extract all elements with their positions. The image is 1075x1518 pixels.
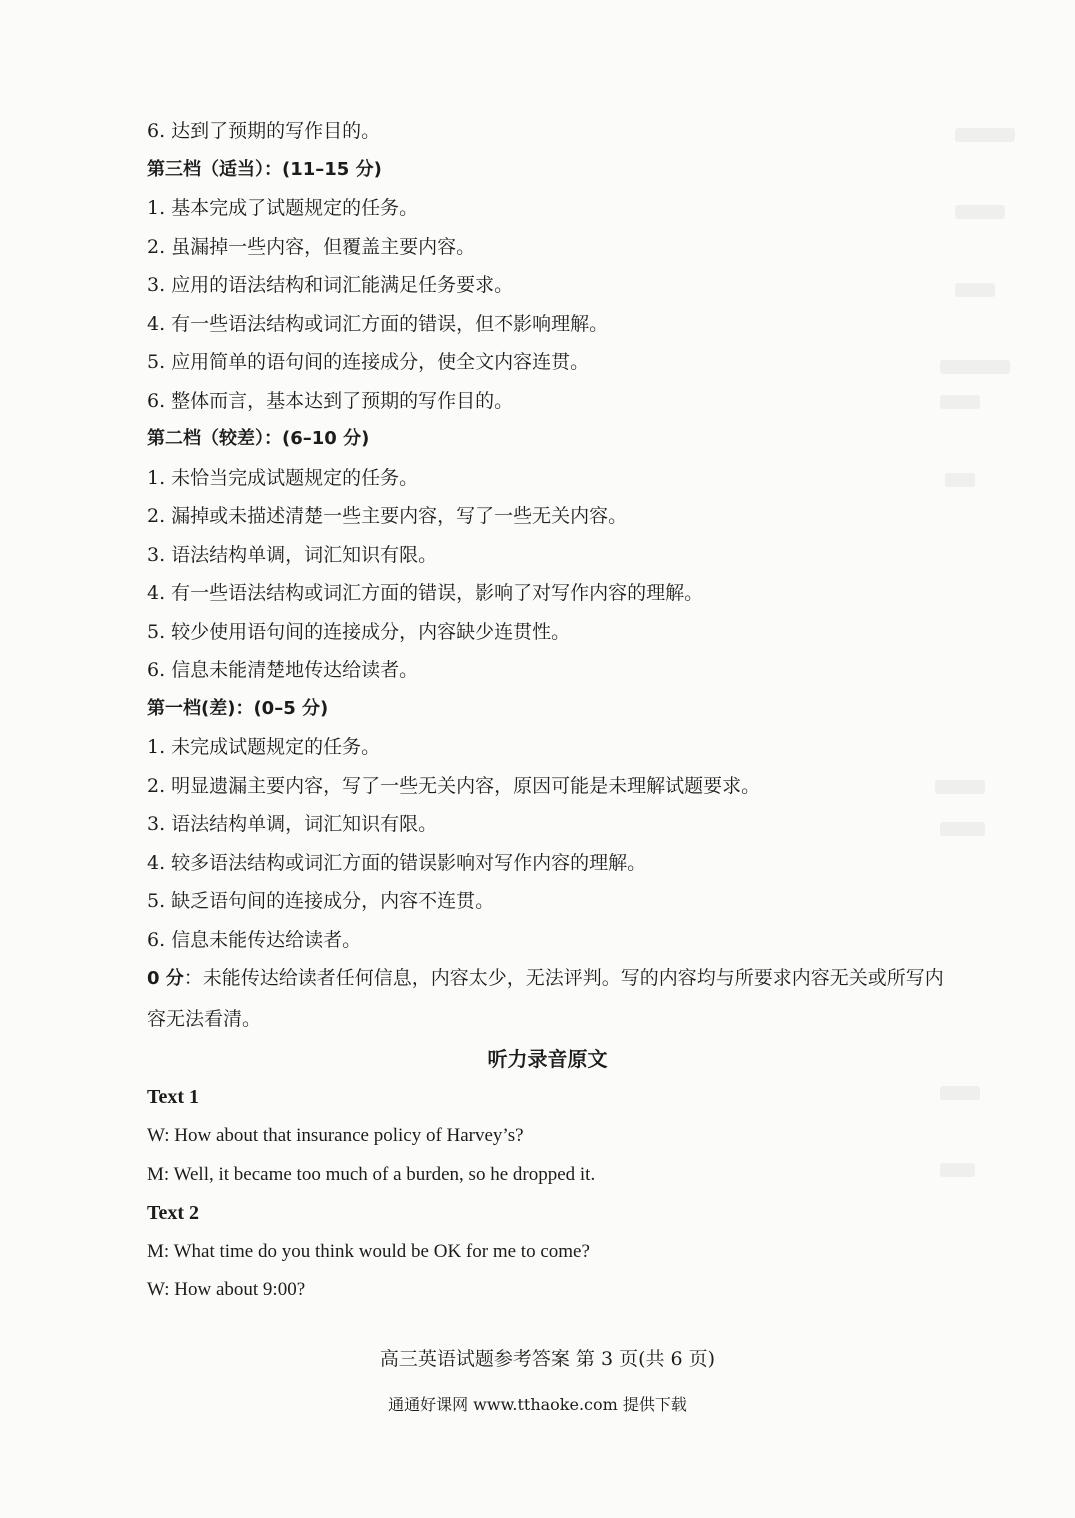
rubric-item: 5. 应用简单的语句间的连接成分，使全文内容连贯。 (147, 351, 590, 373)
zero-score-label: 0 分 (147, 968, 184, 989)
rubric-item: 4. 有一些语法结构或词汇方面的错误，但不影响理解。 (147, 313, 609, 335)
rubric-item: 2. 漏掉或未描述清楚一些主要内容，写了一些无关内容。 (147, 505, 628, 527)
dialogue-line: M: Well, it became too much of a burden, so he dropped it. (147, 1164, 596, 1185)
rubric-item: 3. 语法结构单调，词汇知识有限。 (147, 813, 438, 835)
rubric-item: 1. 未完成试题规定的任务。 (147, 736, 381, 758)
dialogue-line: W: How about 9:00? (147, 1279, 306, 1300)
dialogue-line: M: What time do you think would be OK for me to come? (147, 1241, 590, 1262)
rubric-item: 5. 较少使用语句间的连接成分，内容缺少连贯性。 (147, 621, 571, 643)
rubric-item: 2. 虽漏掉一些内容，但覆盖主要内容。 (147, 236, 476, 258)
rubric-item: 6. 达到了预期的写作目的。 (147, 120, 381, 142)
text-heading: Text 1 (147, 1086, 200, 1108)
rubric-item: 4. 较多语法结构或词汇方面的错误影响对写作内容的理解。 (147, 852, 647, 874)
rubric-item: 5. 缺乏语句间的连接成分，内容不连贯。 (147, 890, 495, 912)
download-note: 通通好课网 www.tthaoke.com 提供下载 (388, 1395, 687, 1414)
page-footer: 高三英语试题参考答案 第 3 页(共 6 页) (379, 1348, 716, 1370)
rubric-item: 6. 整体而言，基本达到了预期的写作目的。 (147, 390, 514, 412)
rubric-item: 4. 有一些语法结构或词汇方面的错误，影响了对写作内容的理解。 (147, 582, 704, 604)
text-heading: Text 2 (147, 1202, 200, 1224)
rubric-item: 3. 应用的语法结构和词汇能满足任务要求。 (147, 274, 514, 296)
dialogue-line: W: How about that insurance policy of Harvey’s? (147, 1125, 524, 1146)
rubric-item: 1. 未恰当完成试题规定的任务。 (147, 467, 419, 489)
grade-heading: 第三档（适当）：(11–15 分) (147, 159, 382, 180)
rubric-item: 3. 语法结构单调，词汇知识有限。 (147, 544, 438, 566)
rubric-item: 6. 信息未能传达给读者。 (147, 929, 362, 951)
grade-heading: 第二档（较差）：(6–10 分) (147, 428, 370, 449)
rubric-item: 2. 明显遗漏主要内容，写了一些无关内容，原因可能是未理解试题要求。 (147, 775, 761, 797)
listening-title: 听力录音原文 (487, 1047, 608, 1071)
rubric-item: 6. 信息未能清楚地传达给读者。 (147, 659, 419, 681)
rubric-item: 1. 基本完成了试题规定的任务。 (147, 197, 419, 219)
zero-score-paragraph (147, 958, 957, 1039)
zero-score-text: ：未能传达给读者任何信息，内容太少，无法评判。写的内容均与所要求内容无关或所写内容无法看清。 (147, 967, 944, 1030)
grade-heading: 第一档(差)：(0–5 分) (147, 698, 329, 719)
